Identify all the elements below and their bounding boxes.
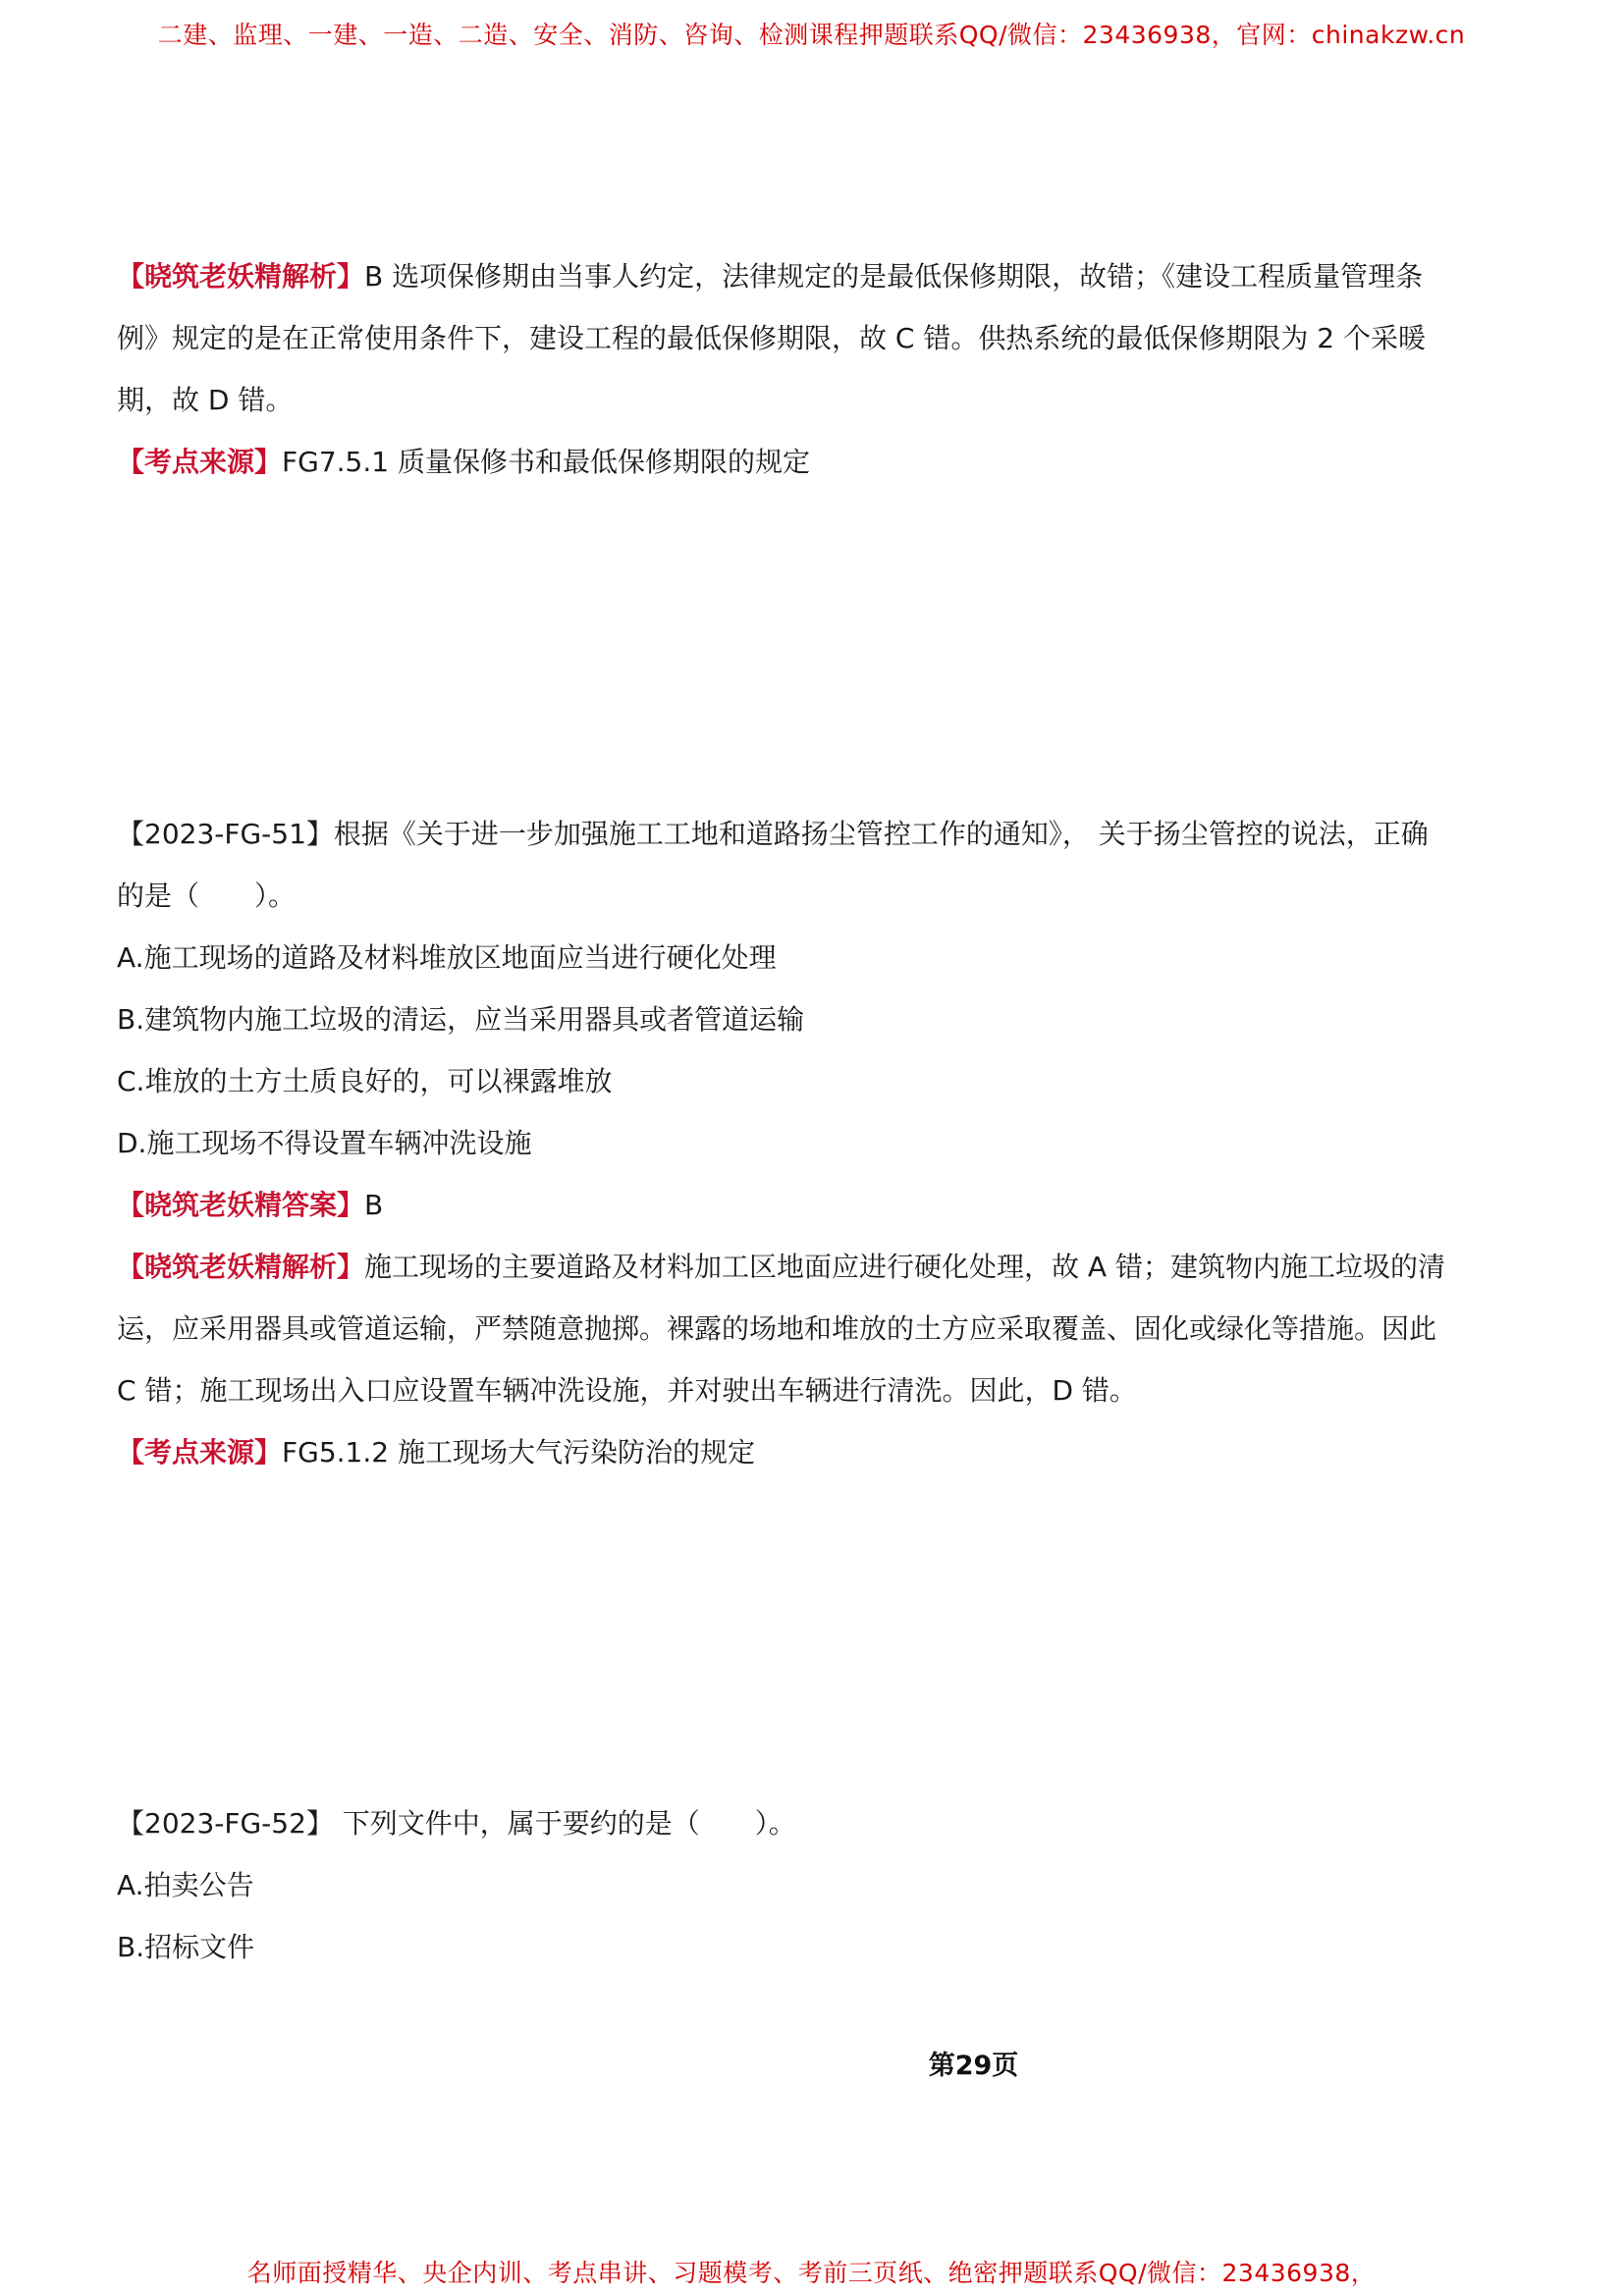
source-text: FG7.5.1 质量保修书和最低保修期限的规定	[282, 446, 810, 478]
page-number: 第29页	[928, 2051, 1019, 2081]
option-a: A.施工现场的道路及材料堆放区地面应当进行硬化处理	[117, 941, 777, 974]
question-stem: 【2023-FG-51】根据《关于进一步加强施工工地和道路扬尘管控工作的通知》， 关于扬尘管控的说法，正确	[117, 818, 1429, 850]
answer-tag: 【晓筑老妖精答案】	[117, 1189, 365, 1221]
analysis-text-line: C 错；施工现场出入口应设置车辆冲洗设施，并对驶出车辆进行清洗。因此，D 错。	[117, 1374, 1137, 1407]
source-line	[117, 1433, 1511, 1472]
option-b: B.建筑物内施工垃圾的清运，应当采用器具或者管道运输	[117, 1003, 805, 1036]
source-tag: 【考点来源】	[117, 446, 283, 478]
analysis-tag: 【晓筑老妖精解析】	[117, 1251, 365, 1283]
analysis-paragraph-line	[117, 1248, 1511, 1287]
header-banner: 二建、监理、一建、一造、二造、安全、消防、咨询、检测课程押题联系QQ/微信：23436938，官网：chinakzw.cn	[157, 21, 1466, 49]
option-b: B.招标文件	[117, 1931, 255, 1963]
source-tag: 【考点来源】	[117, 1436, 283, 1468]
analysis-text: B 选项保修期由当事人约定，法律规定的是最低保修期限，故错；《建设工程质量管理条	[364, 260, 1424, 293]
option-d: D.施工现场不得设置车辆冲洗设施	[117, 1127, 532, 1159]
answer-line	[117, 1186, 1511, 1225]
answer-text: B	[364, 1189, 384, 1221]
analysis-text: 施工现场的主要道路及材料加工区地面应进行硬化处理，故 A 错；建筑物内施工垃圾的清	[364, 1251, 1445, 1283]
footer-banner: 名师面授精华、央企内训、考点串讲、习题模考、考前三页纸、绝密押题联系QQ/微信：23436938，	[246, 2259, 1377, 2287]
source-text: FG5.1.2 施工现场大气污染防治的规定	[282, 1436, 755, 1468]
option-a: A.拍卖公告	[117, 1869, 254, 1901]
analysis-text-line: 期，故 D 错。	[117, 384, 294, 416]
analysis-text-line: 例》规定的是在正常使用条件下，建设工程的最低保修期限，故 C 错。供热系统的最低保修期限为 2 个采暖	[117, 322, 1426, 354]
question-stem: 的是（ ）。	[117, 880, 297, 912]
analysis-paragraph-line	[117, 257, 1511, 296]
option-c: C.堆放的土方土质良好的，可以裸露堆放	[117, 1065, 613, 1097]
analysis-tag: 【晓筑老妖精解析】	[117, 260, 365, 293]
source-line	[117, 443, 1511, 482]
question-stem: 【2023-FG-52】 下列文件中，属于要约的是（ ）。	[117, 1807, 796, 1840]
analysis-text-line: 运，应采用器具或管道运输，严禁随意抛掷。裸露的场地和堆放的土方应采取覆盖、固化或绿化等措施。因此	[117, 1312, 1437, 1345]
